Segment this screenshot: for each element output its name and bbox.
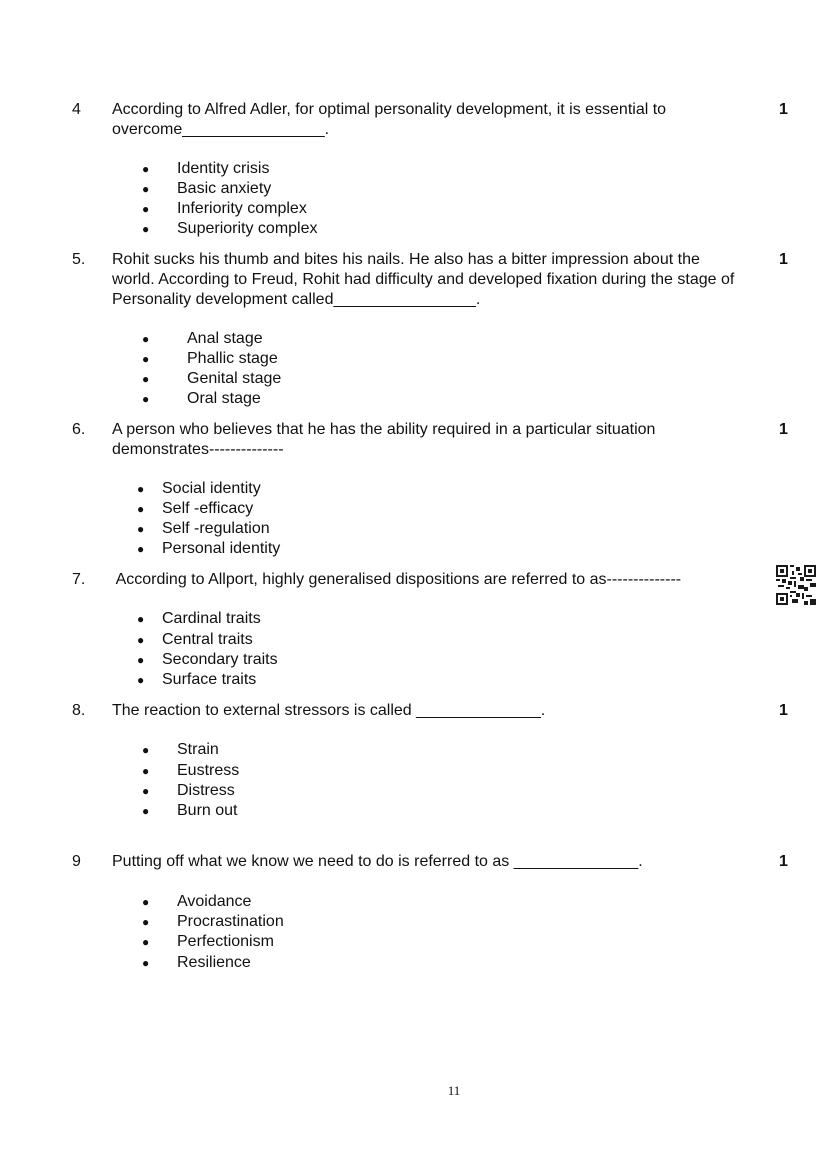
option-text: Perfectionism (177, 933, 274, 950)
question-number: 8. (72, 702, 86, 719)
option-text: Personal identity (162, 540, 281, 557)
bullet-icon: ● (137, 633, 145, 647)
bullet-icon: ● (142, 764, 150, 778)
question-number: 7. (72, 571, 86, 588)
bullet-icon: ● (142, 784, 150, 798)
option-text: Burn out (177, 802, 238, 819)
option-text: Phallic stage (187, 350, 278, 367)
bullet-icon: ● (142, 182, 150, 196)
question-text-line: world. According to Freud, Rohit had difficulty and developed fixation during the stage of (112, 271, 735, 288)
bullet-icon: ● (137, 502, 145, 516)
bullet-icon: ● (142, 352, 150, 366)
question-mark: 1 (779, 421, 788, 438)
option-text: Self -regulation (162, 520, 270, 537)
bullet-icon: ● (137, 612, 145, 626)
question-mark: 1 (779, 101, 788, 118)
bullet-icon: ● (142, 372, 150, 386)
option-text: Surface traits (162, 671, 257, 688)
option-text: Basic anxiety (177, 180, 272, 197)
qr-code-icon (776, 565, 816, 605)
question-mark: 1 (779, 853, 788, 870)
bullet-icon: ● (137, 482, 145, 496)
bullet-icon: ● (137, 653, 145, 667)
bullet-icon: ● (142, 935, 150, 949)
option-text: Anal stage (187, 330, 263, 347)
question-mark: 1 (779, 702, 788, 719)
bullet-icon: ● (137, 673, 145, 687)
bullet-icon: ● (142, 222, 150, 236)
option-text: Resilience (177, 954, 251, 971)
bullet-icon: ● (142, 202, 150, 216)
bullet-icon: ● (142, 392, 150, 406)
question-text (112, 100, 767, 140)
option-text: Secondary traits (162, 651, 278, 668)
question-number: 6. (72, 421, 86, 438)
option-text: Strain (177, 741, 219, 758)
option-text: Self -efficacy (162, 500, 254, 517)
question-text-line: A person who believes that he has the ability required in a particular situation (112, 421, 656, 438)
bullet-icon: ● (142, 162, 150, 176)
page-number: 11 (447, 1083, 461, 1098)
question-text-line: overcome________________. (112, 121, 330, 138)
question-text (112, 701, 767, 721)
option-text: Avoidance (177, 893, 252, 910)
option-text: Cardinal traits (162, 610, 261, 627)
bullet-icon: ● (142, 895, 150, 909)
question-text-line: Personality development called________________. (112, 291, 481, 308)
question-text-line: According to Allport, highly generalised dispositions are referred to as-------------- (112, 571, 682, 588)
question-text-line: According to Alfred Adler, for optimal personality development, it is essential to (112, 101, 667, 118)
option-text: Genital stage (187, 370, 282, 387)
question-number: 9 (72, 853, 81, 870)
question-text (112, 250, 767, 310)
option-text: Superiority complex (177, 220, 318, 237)
question-text-line: demonstrates-------------- (112, 441, 284, 458)
question-number: 4 (72, 101, 81, 118)
question-text-line: The reaction to external stressors is called ______________. (112, 702, 546, 719)
option-text: Inferiority complex (177, 200, 307, 217)
option-text: Distress (177, 782, 235, 799)
option-text: Eustress (177, 762, 240, 779)
question-text (112, 570, 767, 590)
question-text-line: Putting off what we know we need to do is referred to as ______________. (112, 853, 643, 870)
bullet-icon: ● (137, 522, 145, 536)
bullet-icon: ● (142, 956, 150, 970)
question-text-line: Rohit sucks his thumb and bites his nails. He also has a bitter impression about the (112, 251, 700, 268)
option-text: Central traits (162, 631, 253, 648)
option-text: Social identity (162, 480, 261, 497)
bullet-icon: ● (142, 915, 150, 929)
question-text (112, 852, 767, 872)
bullet-icon: ● (142, 804, 150, 818)
question-mark: 1 (779, 251, 788, 268)
bullet-icon: ● (142, 332, 150, 346)
bullet-icon: ● (137, 542, 145, 556)
option-text: Procrastination (177, 913, 284, 930)
question-text (112, 420, 767, 460)
option-text: Oral stage (187, 390, 261, 407)
bullet-icon: ● (142, 743, 150, 757)
question-number: 5. (72, 251, 86, 268)
option-text: Identity crisis (177, 160, 270, 177)
